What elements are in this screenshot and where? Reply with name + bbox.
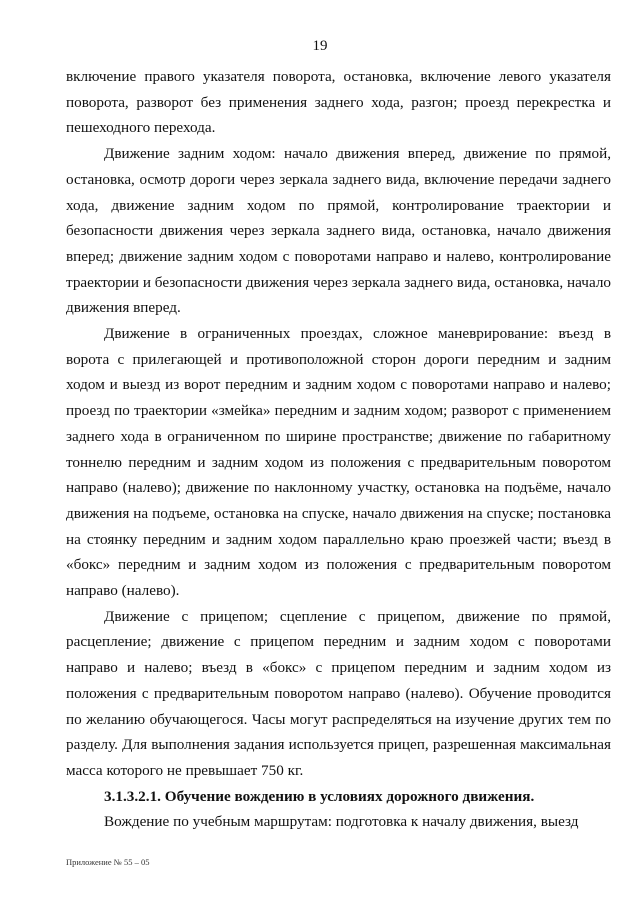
paragraph-trailer-driving: Движение с прицепом; сцепление с прицепом, движение по прямой, расцепление; движение с прицепом передним и задним ходом с поворотами направо и налево; въезд в «бокс» с прицепом передним и задним ходом из положения с предварительным поворотом направо (налево). Обучение проводится по желанию обучающегося. Часы могут распределяться на изучение других тем по разделу. Для выполнения задания используется прицеп, разрешенная максимальная масса которого не превышает 750 кг. xyxy=(66,607,611,779)
page-number: 19 xyxy=(312,38,328,54)
paragraph-continuation: включение правого указателя поворота, остановка, включение левого указателя поворота, разворот без применения заднего хода, разгон; проезд перекрестка и пешеходного перехода. xyxy=(66,68,611,137)
paragraph-limited-passages: Движение в ограниченных проездах, сложное маневрирование: въезд в ворота с прилегающей и противоположной сторон дороги передним и задним ходом и выезд из ворот передним и задним ходом с поворотами направо и налево; проезд по траектории «змейка» передним и задним ходом; разворот с применением заднего хода в ограниченном по ширине пространстве; движение по габаритному тоннелю передним и задним ходом из положения с предварительным поворотом направо (налево); движение по наклонному участку, остановка на подъёме, начало движения на подъеме, остановка на спуске, начало движения на спуске; постановка на стоянку передним и задним ходом параллельно краю проезжей части; въезд в «бокс» передним и задним ходом из положения с предварительным поворотом направо (налево). xyxy=(66,325,611,600)
section-heading: 3.1.3.2.1. Обучение вождению в условиях дорожного движения. xyxy=(104,787,535,805)
footer-note: Приложение № 55 – 05 xyxy=(66,857,150,867)
paragraph-training-routes: Вождение по учебным маршрутам: подготовка к началу движения, выезд xyxy=(104,813,579,831)
paragraph-reverse-driving: Движение задним ходом: начало движения вперед, движение по прямой, остановка, осмотр дороги через зеркала заднего вида, включение передачи заднего хода, движение задним ходом по прямой, контролирование траектории и безопасности движения через зеркала заднего вида, остановка, начало движения вперед; движение задним ходом с поворотами направо и налево, контролирование траектории и безопасности движения через зеркала заднего вида, остановка, начало движения вперед. xyxy=(66,145,611,317)
document-body xyxy=(66,64,611,835)
